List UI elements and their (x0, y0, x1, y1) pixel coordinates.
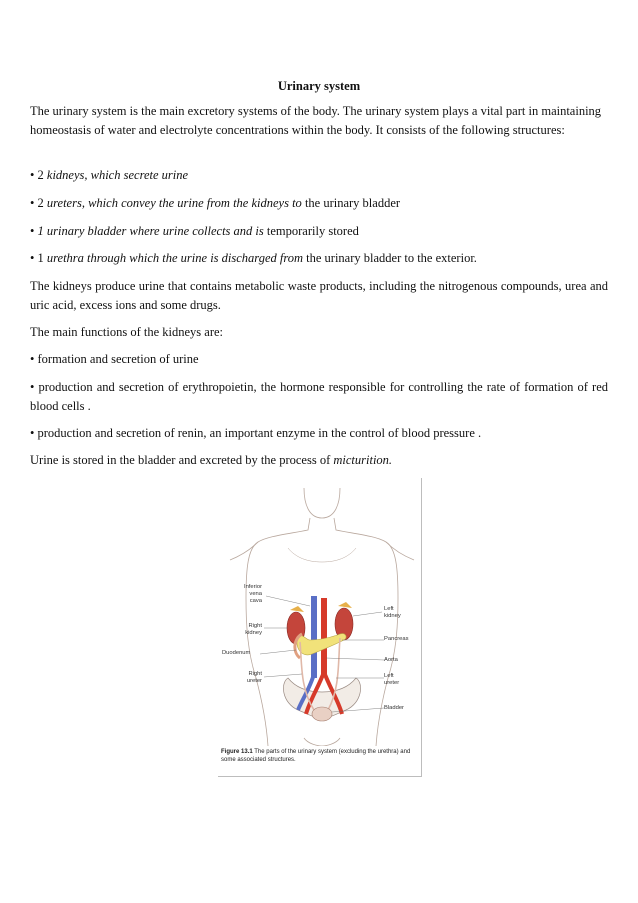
structure-item-2: • 2 ureters, which convey the urine from the kidneys to the urinary bladder (30, 196, 401, 210)
structure-item-1: • 2 kidneys, which secrete urine (30, 168, 189, 182)
kidneys-paragraph: The kidneys produce urine that contains metabolic waste products, including the nitrogenous compounds, urea and uric acid, excess ions and some drugs. (30, 279, 608, 312)
figure-caption: Figure 13.1 The parts of the urinary system (excluding the urethra) and some associated structures. (221, 749, 411, 763)
structure-item-4: • 1 urethra through which the urine is discharged from the urinary bladder to the exterior. (30, 251, 477, 265)
label-left-ureter: Left ureter (384, 673, 400, 686)
function-item-2: • production and secretion of erythropoietin, the hormone responsible for controlling the rate of formation of red blood cells . (30, 380, 608, 413)
function-item-3: • production and secretion of renin, an important enzyme in the control of blood pressure . (30, 426, 482, 440)
label-bladder: Bladder (384, 705, 404, 711)
structure-item-3: • 1 urinary bladder where urine collects and is temporarily stored (30, 224, 359, 238)
micturition-paragraph: Urine is stored in the bladder and excreted by the process of micturition. (30, 453, 393, 467)
label-left-kidney: Left kidney (384, 606, 401, 619)
function-item-1: • formation and secretion of urine (30, 352, 199, 366)
functions-heading: The main functions of the kidneys are: (30, 325, 223, 339)
page-title: Urinary system (277, 79, 361, 93)
label-right-ureter: Right ureter (246, 671, 262, 684)
label-pancreas: Pancreas (384, 636, 409, 642)
bladder-shape (312, 707, 332, 721)
intro-paragraph: The urinary system is the main excretory systems of the body. The urinary system plays a vital part in maintaining homeostasis of water and electrolyte concentrations within the body. It consists of the following structures: (30, 104, 602, 137)
label-duodenum: Duodenum (222, 650, 251, 656)
label-aorta: Aorta (384, 657, 398, 663)
urinary-system-figure (218, 478, 422, 777)
label-inferior-vena-cava: Inferior vena cava (243, 584, 262, 604)
label-right-kidney: Right kidney (245, 623, 262, 636)
